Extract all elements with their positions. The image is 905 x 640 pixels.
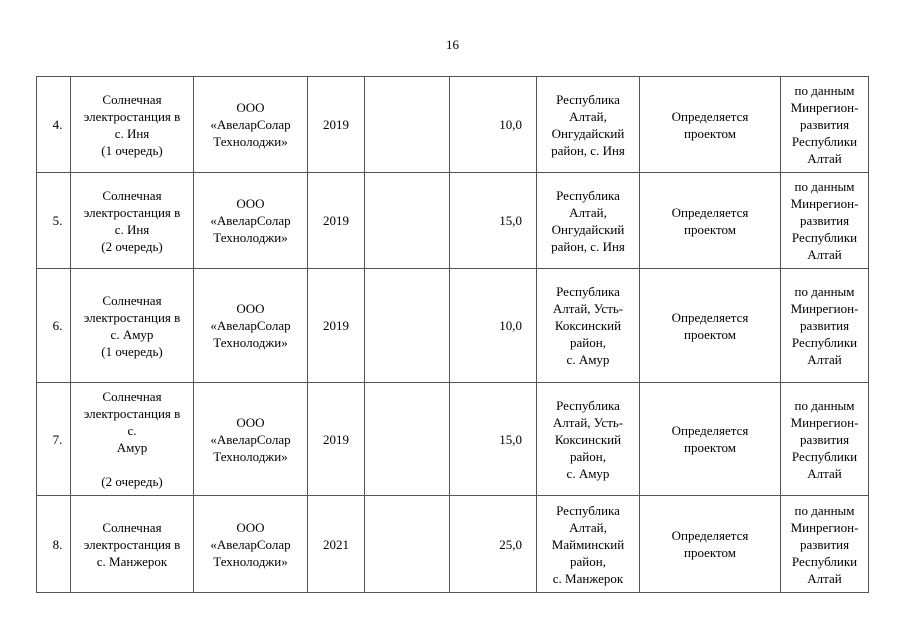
company-name: ООО «АвеларСолар Технолоджи» <box>194 269 308 383</box>
table-row <box>37 77 869 173</box>
year: 2019 <box>308 173 365 269</box>
company-name: ООО «АвеларСолар Технолоджи» <box>194 383 308 496</box>
table-row <box>37 383 869 496</box>
source: по данным Минрегион- развития Республики Алтай <box>781 269 869 383</box>
year: 2019 <box>308 383 365 496</box>
location: Республика Алтай, Усть- Коксинский район, с. Амур <box>537 269 640 383</box>
empty-cell <box>365 77 450 173</box>
zone: Определяется проектом <box>640 173 781 269</box>
source: по данным Минрегион- развития Республики Алтай <box>781 173 869 269</box>
table-row <box>37 173 869 269</box>
year: 2019 <box>308 269 365 383</box>
table-row <box>37 269 869 383</box>
zone: Определяется проектом <box>640 77 781 173</box>
power-value: 15,0 <box>450 173 537 269</box>
page-number: 16 <box>446 37 459 52</box>
zone: Определяется проектом <box>640 496 781 593</box>
empty-cell <box>365 383 450 496</box>
row-index: 7. <box>37 383 71 496</box>
company-name: ООО «АвеларСолар Технолоджи» <box>194 496 308 593</box>
source: по данным Минрегион- развития Республики Алтай <box>781 383 869 496</box>
row-index: 4. <box>37 77 71 173</box>
plant-name: Солнечная электростанция в с. Иня (2 очередь) <box>71 173 194 269</box>
row-index: 5. <box>37 173 71 269</box>
table-row <box>37 496 869 593</box>
row-index: 8. <box>37 496 71 593</box>
plant-name: Солнечная электростанция в с. Амур (1 очередь) <box>71 269 194 383</box>
row-index: 6. <box>37 269 71 383</box>
empty-cell <box>365 173 450 269</box>
plant-name: Солнечная электростанция в с. Амур (2 очередь) <box>71 383 194 496</box>
empty-cell <box>365 269 450 383</box>
empty-cell <box>365 496 450 593</box>
power-value: 10,0 <box>450 77 537 173</box>
company-name: ООО «АвеларСолар Технолоджи» <box>194 173 308 269</box>
source: по данным Минрегион- развития Республики Алтай <box>781 77 869 173</box>
company-name: ООО «АвеларСолар Технолоджи» <box>194 77 308 173</box>
power-value: 10,0 <box>450 269 537 383</box>
source: по данным Минрегион- развития Республики Алтай <box>781 496 869 593</box>
location: Республика Алтай, Онгудайский район, с. Иня <box>537 77 640 173</box>
plant-name: Солнечная электростанция в с. Манжерок <box>71 496 194 593</box>
plant-name: Солнечная электростанция в с. Иня (1 очередь) <box>71 77 194 173</box>
year: 2019 <box>308 77 365 173</box>
location: Республика Алтай, Онгудайский район, с. Иня <box>537 173 640 269</box>
location: Республика Алтай, Майминский район, с. Манжерок <box>537 496 640 593</box>
location: Республика Алтай, Усть- Коксинский район, с. Амур <box>537 383 640 496</box>
year: 2021 <box>308 496 365 593</box>
zone: Определяется проектом <box>640 269 781 383</box>
power-plants-table <box>36 76 869 593</box>
power-value: 25,0 <box>450 496 537 593</box>
power-value: 15,0 <box>450 383 537 496</box>
zone: Определяется проектом <box>640 383 781 496</box>
